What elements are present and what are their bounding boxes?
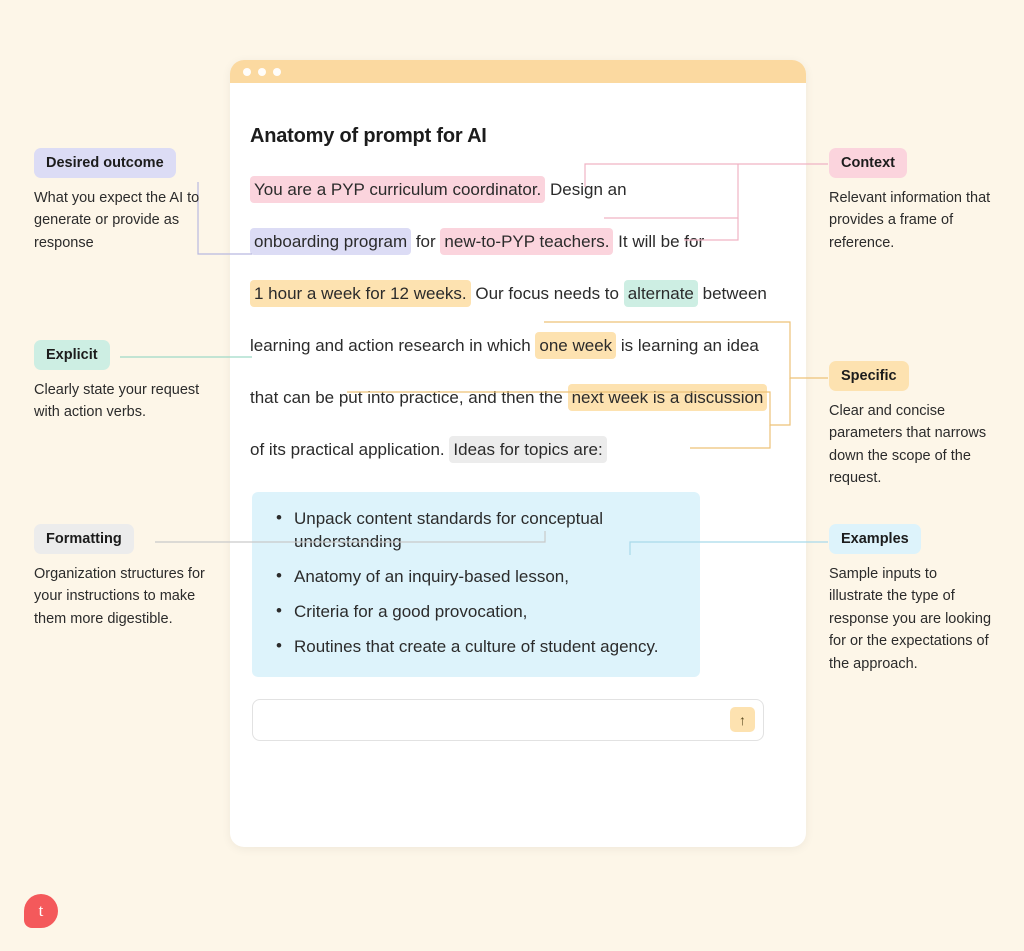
prompt-plain-4: Our focus needs to bbox=[470, 284, 624, 303]
prompt-context-phrase-2: new-to-PYP teachers. bbox=[440, 228, 613, 255]
list-item: • Anatomy of an inquiry-based lesson, bbox=[294, 566, 680, 589]
window-dot-minimize[interactable] bbox=[258, 68, 266, 76]
list-item: • Unpack content standards for conceptual understanding bbox=[294, 508, 680, 554]
examples-list-box bbox=[252, 492, 700, 677]
desc-examples: Sample inputs to illustrate the type of response you are looking for or the expectations of the approach. bbox=[829, 566, 992, 672]
prompt-text bbox=[250, 164, 784, 476]
window-dot-close[interactable] bbox=[243, 68, 251, 76]
annotation-context bbox=[829, 148, 994, 254]
prompt-explicit-phrase: alternate bbox=[624, 280, 698, 307]
prompt-plain-1: Design an bbox=[545, 180, 627, 199]
prompt-input-bar[interactable] bbox=[252, 699, 764, 741]
annotation-explicit bbox=[34, 340, 214, 424]
prompt-plain-5: between learning and action research in which bbox=[250, 284, 767, 355]
badge-desired-outcome[interactable]: Desired outcome bbox=[34, 148, 176, 178]
annotation-specific bbox=[829, 361, 999, 490]
prompt-formatting-phrase: Ideas for topics are: bbox=[449, 436, 606, 463]
badge-formatting[interactable]: Formatting bbox=[34, 524, 134, 554]
badge-explicit[interactable]: Explicit bbox=[34, 340, 110, 370]
desc-specific: Clear and concise parameters that narrows down the scope of the request. bbox=[829, 403, 987, 487]
badge-context[interactable]: Context bbox=[829, 148, 907, 178]
desc-formatting: Organization structures for your instructions to make them more digestible. bbox=[34, 566, 205, 627]
window-title-bar bbox=[230, 60, 806, 83]
prompt-plain-6: is learning an idea that can be put into practice, and then the bbox=[250, 336, 759, 407]
list-item: • Routines that create a culture of student agency. bbox=[294, 636, 680, 659]
prompt-desired-phrase: onboarding program bbox=[250, 228, 411, 255]
desc-desired-outcome: What you expect the AI to generate or provide as response bbox=[34, 190, 200, 251]
prompt-specific-phrase-1: 1 hour a week for 12 weeks. bbox=[250, 280, 471, 307]
annotation-desired-outcome bbox=[34, 148, 219, 254]
brand-logo: t bbox=[24, 894, 58, 928]
window-content bbox=[230, 83, 806, 741]
prompt-plain-3: It will be for bbox=[613, 232, 705, 251]
prompt-specific-phrase-2: one week bbox=[535, 332, 616, 359]
page-title: Anatomy of prompt for AI bbox=[250, 125, 487, 147]
annotation-examples bbox=[829, 524, 994, 675]
window-dot-maximize[interactable] bbox=[273, 68, 281, 76]
desc-context: Relevant information that provides a frame of reference. bbox=[829, 190, 991, 251]
prompt-plain-2: for bbox=[411, 232, 441, 251]
send-icon[interactable]: ↑ bbox=[730, 707, 755, 732]
prompt-plain-7: of its practical application. bbox=[250, 440, 450, 459]
badge-specific[interactable]: Specific bbox=[829, 361, 909, 391]
browser-window bbox=[230, 60, 806, 847]
prompt-specific-phrase-3: next week is a discussion bbox=[568, 384, 768, 411]
desc-explicit: Clearly state your request with action verbs. bbox=[34, 382, 200, 421]
prompt-context-phrase: You are a PYP curriculum coordinator. bbox=[250, 176, 545, 203]
badge-examples[interactable]: Examples bbox=[829, 524, 921, 554]
examples-list bbox=[272, 508, 680, 659]
annotation-formatting bbox=[34, 524, 224, 630]
list-item: • Criteria for a good provocation, bbox=[294, 601, 680, 624]
